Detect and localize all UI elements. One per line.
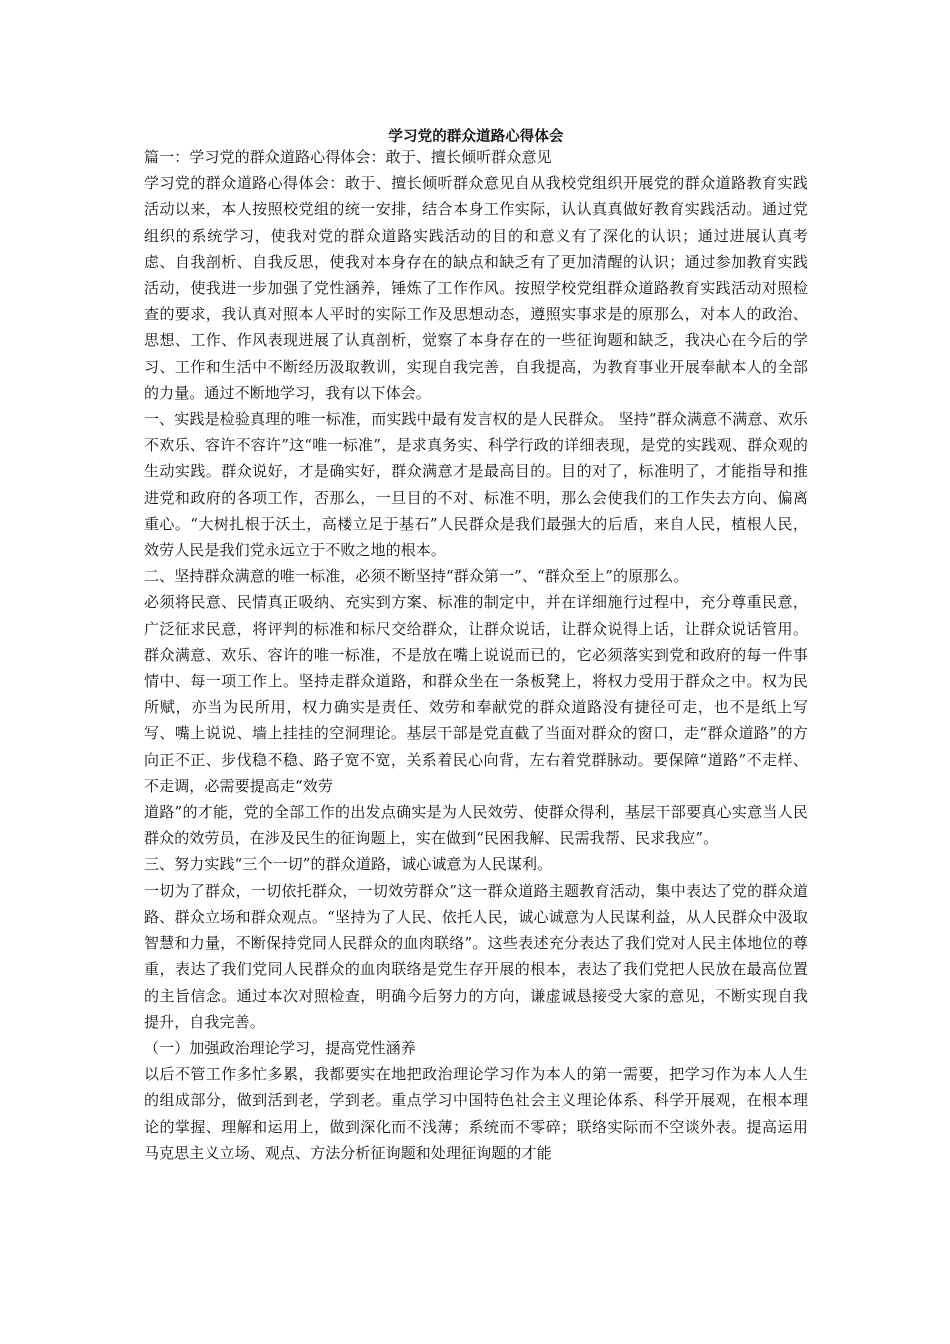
paragraph-subsection-one-body: 以后不管工作多忙多累，我都要实在地把政治理论学习作为本人的第一需要，把学习作为本人人生的组成部分，做到活到老，学到老。重点学习中国特色社会主义理论体系、科学开展观，在根本理论的掌握、理解和运用上，做到深化而不浅薄；系统而不零碎；联络实际而不空谈外表。提高运用马克思主义立场、观点、方法分析征询题和处理征询题的才能 bbox=[144, 1065, 808, 1162]
paragraph-point-two-heading: 二、坚持群众满意的唯一标准，必须不断坚持“群众第一”、“群众至上”的原那么。 bbox=[144, 567, 689, 586]
paragraph-point-three-body: 一切为了群众，一切依托群众，一切效劳群众”这一群众道路主题教育活动，集中表达了党的群众道路、群众立场和群众观点。“坚持为了人民、依托人民，诚心诚意为人民谋利益，从人民群众中汲取智慧和力量，不断保持党同人民群众的血肉联络”。这些表述充分表达了我们党对人民主体地位的尊重，表达了我们党同人民群众的血肉联络是党生存开展的根本，表达了我们党把人民放在最高位置的主旨信念。通过本次对照检查，明确今后努力的方向，谦虚诚恳接受大家的意见，不断实现自我提升，自我完善。 bbox=[144, 881, 808, 1031]
paragraph-point-one: 一、实践是检验真理的唯一标准，而实践中最有发言权的是人民群众。 坚持“群众满意不满意、欢乐不欢乐、容许不容许”这“唯一标准”，是求真务实、科学行政的详细表现，是党的实践观、群众观的生动实践。群众说好，才是确实好，群众满意才是最高目的。目的对了，标准明了，才能指导和推进党和政府的各项工作，否那么，一旦目的不对、标准不明，那么会使我们的工作失去方向、偏离重心。“大树扎根于沃土，高楼立足于基石”人民群众是我们最强大的后盾，来自人民，植根人民，效劳人民是我们党永远立于不败之地的根本。 bbox=[144, 410, 808, 560]
document-page bbox=[144, 124, 808, 1166]
paragraph-intro: 学习党的群众道路心得体会：敢于、擅长倾听群众意见自从我校党组织开展党的群众道路教育实践活动以来，本人按照校党组的统一安排，结合本身工作实际，认认真真做好教育实践活动。通过党组织的系统学习，使我对党的群众道路实践活动的目的和意义有了深化的认识；通过进展认真考虑、自我剖析、自我反思，使我对本身存在的缺点和缺乏有了更加清醒的认识；通过参加教育实践活动，使我进一步加强了党性涵养，锤炼了工作作风。按照学校党组群众道路教育实践活动对照检查的要求，我认真对照本人平时的实际工作及思想动态，遵照实事求是的原那么，对本人的政治、思想、工作、作风表现进展了认真剖析，觉察了本身存在的一些征询题和缺乏，我决心在今后的学习、工作和生活中不断经历汲取教训，实现自我完善，自我提高，为教育事业开展奉献本人的全部的力量。通过不断地学习，我有以下体会。 bbox=[144, 174, 808, 402]
paragraph-point-two-body: 必须将民意、民情真正吸纳、充实到方案、标准的制定中，并在详细施行过程中，充分尊重民意，广泛征求民意，将评判的标准和标尺交给群众，让群众说话，让群众说得上话，让群众说话管用。群众满意、欢乐、容许的唯一标准，不是放在嘴上说说而已的，它必须落实到党和政府的每一件事情中、每一项工作上。坚持走群众道路，和群众坐在一条板凳上，将权力受用于群众之中。权为民所赋，亦当为民所用，权力确实是责任、效劳和奉献党的群众道路没有捷径可走，也不是纸上写写、嘴上说说、墙上挂挂的空洞理论。基层干部是党直截了当面对群众的窗口，走“群众道路”的方向正不正、步伐稳不稳、路子宽不宽，关系着民心向背，左右着党群脉动。要保障“道路”不走样、不走调，必需要提高走“效劳 bbox=[144, 593, 808, 795]
document-title: 学习党的群众道路心得体会 bbox=[388, 128, 564, 145]
paragraph-subsection-one-heading: （一）加强政治理论学习，提高党性涵养 bbox=[144, 1038, 416, 1057]
paragraph-point-two-continued: 道路”的才能，党的全部工作的出发点确实是为人民效劳、使群众得利，基层干部要真心实意当人民群众的效劳员，在涉及民生的征询题上，实在做到“民困我解、民需我帮、民求我应”。 bbox=[144, 803, 808, 848]
paragraph-section-heading: 篇一：学习党的群众道路心得体会：敢于、擅长倾听群众意见 bbox=[144, 148, 552, 166]
paragraph-point-three-heading: 三、努力实践“三个一切”的群众道路，诚心诚意为人民谋利。 bbox=[144, 855, 553, 874]
